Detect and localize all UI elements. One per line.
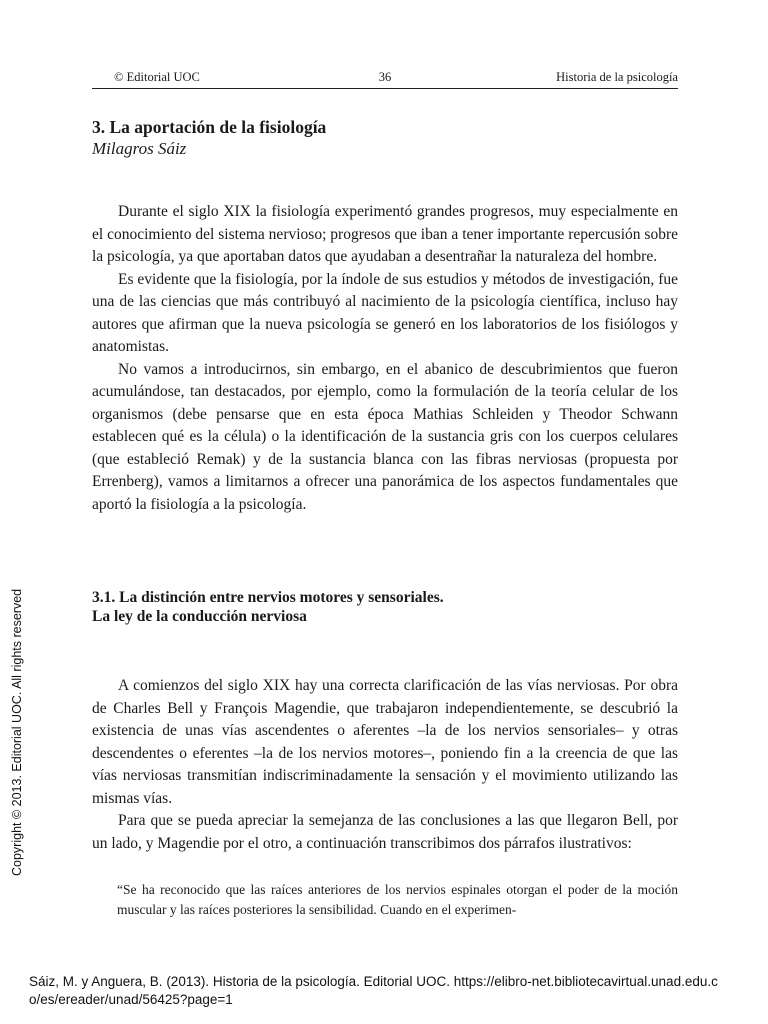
- subsection-title: [92, 588, 444, 626]
- publisher-label: © Editorial UOC: [114, 70, 200, 84]
- subsection-title-line2: La ley de la conducción nerviosa: [92, 608, 307, 625]
- book-title: Historia de la psicología: [556, 70, 678, 84]
- header-rule: [92, 88, 678, 89]
- intro-paragraph: Es evidente que la fisiología, por la índole de sus estudios y métodos de investigación, fue una de las ciencias que más contribuyó al nacimiento de la psicología científica, incluso hay autores que afirman que la nueva psicología se generó en los laboratorios de los fisiólogos y anatomistas.: [92, 270, 678, 355]
- page-number: 36: [378, 70, 392, 84]
- subsection-title-line1: 3.1. La distinción entre nervios motores y sensoriales.: [92, 589, 444, 606]
- side-copyright-notice: Copyright © 2013. Editorial UOC. All rights reserved: [10, 588, 24, 876]
- subsection-body: [92, 675, 678, 855]
- chapter-author: Milagros Sáiz: [92, 139, 187, 158]
- intro-section: [92, 201, 678, 516]
- subsection-paragraph: Para que se pueda apreciar la semejanza de las conclusiones a las que llegaron Bell, por un lado, y Magendie por el otro, a continuación transcribimos dos párrafos ilustrativos:: [92, 812, 678, 852]
- subsection-paragraph: A comienzos del siglo XIX hay una correcta clarificación de las vías nerviosas. Por obra de Charles Bell y François Magendie, que trabajaron independientemente, se descubrió la existencia de unas vías ascendentes o aferentes –la de los nervios sensoriales– y otras descendentes o eferentes –la de los nervios motores–, poniendo fin a la creencia de que las vías nerviosas transmitían indiscriminadamente la sensación y el movimiento utilizando las mismas vías.: [92, 677, 678, 807]
- intro-paragraph: No vamos a introducirnos, sin embargo, en el abanico de descubrimientos que fueron acumulándose, tan destacados, por ejemplo, como la formulación de la teoría celular de los organismos (debe pensarse que en esta época Mathias Schleiden y Theodor Schwann establecen qué es la célula) o la identificación de la sustancia gris con los cuerpos celulares (que estableció Remak) y de la sustancia blanca con las fibras nerviosas (propuesta por Errenberg), vamos a limitarnos a ofrecer una panorámica de los aspectos fundamentales que aportó la fisiología a la psicología.: [92, 360, 678, 513]
- block-quote: “Se ha reconocido que las raíces anteriores de los nervios espinales otorgan el poder de la moción muscular y las raíces posteriores la sensibilidad. Cuando en el experimen-: [117, 882, 678, 917]
- chapter-title: 3. La aportación de la fisiología: [92, 117, 327, 137]
- source-citation: Sáiz, M. y Anguera, B. (2013). Historia de la psicología. Editorial UOC. https://elibro-net.bibliotecavirtual.unad.edu.co/es/ereader/unad/56425?page=1: [29, 974, 718, 1007]
- intro-paragraph: Durante el siglo XIX la fisiología experimentó grandes progresos, muy especialmente en el conocimiento del sistema nervioso; progresos que iban a tener importante repercusión sobre la psicología, ya que aportaban datos que ayudaban a desentrañar la naturaleza del hombre.: [92, 203, 678, 265]
